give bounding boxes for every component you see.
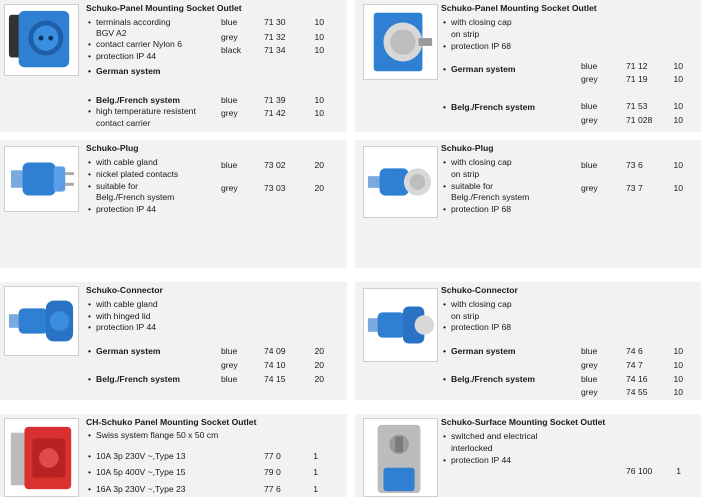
product-panel-connector-left <box>0 282 347 400</box>
pack-quantity: 10 <box>673 374 683 384</box>
product-title: Schuko-Panel Mounting Socket Outlet <box>441 3 597 13</box>
system-heading: • German system <box>88 346 161 356</box>
system-heading: • Belg./French system <box>443 374 536 384</box>
feature-line: • with cable gland <box>88 299 158 309</box>
product-panel-plug-left <box>0 140 347 268</box>
feature-line: BGV A2 <box>96 28 127 38</box>
pack-quantity: 20 <box>314 183 324 193</box>
color-cell: blue <box>581 374 598 384</box>
pack-quantity: 20 <box>314 346 324 356</box>
pack-quantity: 10 <box>314 32 324 42</box>
product-title: Schuko-Panel Mounting Socket Outlet <box>86 3 242 13</box>
pack-quantity: 20 <box>314 360 324 370</box>
pack-quantity: 1 <box>676 466 681 476</box>
color-cell: grey <box>221 108 238 118</box>
article-number: 77 0 <box>264 451 281 461</box>
feature-line: • protection IP 68 <box>443 204 512 214</box>
article-number: 74 10 <box>264 360 286 370</box>
feature-line: on strip <box>451 29 480 39</box>
feature-line: • switched and electrical <box>443 431 538 441</box>
article-number: 74 16 <box>626 374 648 384</box>
feature-line: contact carrier <box>96 118 151 128</box>
pack-quantity: 10 <box>673 101 683 111</box>
feature-line: • protection IP 68 <box>443 322 512 332</box>
system-heading: • Belg./French system <box>443 102 536 112</box>
pack-quantity: 1 <box>313 467 318 477</box>
feature-line: • protection IP 44 <box>443 455 512 465</box>
pack-quantity: 10 <box>673 346 683 356</box>
color-cell: grey <box>581 183 598 193</box>
color-cell: blue <box>581 346 598 356</box>
color-cell: blue <box>581 101 598 111</box>
feature-line: • 16A 3p 230V ~,Type 23 <box>88 484 186 494</box>
feature-line: • suitable for <box>88 181 139 191</box>
product-title: Schuko-Connector <box>86 285 163 295</box>
article-number: 77 6 <box>264 484 281 494</box>
product-photo <box>4 418 79 497</box>
color-cell: grey <box>581 387 598 397</box>
article-number: 71 19 <box>626 74 648 84</box>
feature-line: • protection IP 68 <box>443 41 512 51</box>
feature-line: • with cable gland <box>88 157 158 167</box>
product-photo <box>4 146 79 212</box>
feature-line: • terminals according <box>88 17 171 27</box>
feature-line: on strip <box>451 311 480 321</box>
feature-line: • protection IP 44 <box>88 204 157 214</box>
blue-schuko-connector-with-closing-cap-icon <box>364 289 437 361</box>
color-cell: grey <box>581 74 598 84</box>
feature-line: • with closing cap <box>443 299 512 309</box>
product-panel-surface-socket-right <box>355 414 701 497</box>
product-photo <box>4 286 79 356</box>
color-cell: blue <box>221 17 238 27</box>
feature-line: • with hinged lid <box>88 311 151 321</box>
article-number: 73 03 <box>264 183 286 193</box>
feature-line: • contact carrier Nylon 6 <box>88 39 182 49</box>
article-number: 79 0 <box>264 467 281 477</box>
product-panel-plug-right <box>355 140 701 268</box>
product-photo <box>363 288 438 362</box>
pack-quantity: 10 <box>673 360 683 370</box>
pack-quantity: 10 <box>673 61 683 71</box>
pack-quantity: 10 <box>314 17 324 27</box>
color-cell: grey <box>221 183 238 193</box>
feature-line: • 10A 5p 400V ~,Type 15 <box>88 467 186 477</box>
system-heading: • Belg./French system <box>88 374 181 384</box>
feature-line: • with closing cap <box>443 157 512 167</box>
article-number: 74 7 <box>626 360 643 370</box>
feature-line: Belg./French system <box>96 192 175 202</box>
color-cell: blue <box>221 374 238 384</box>
color-cell: grey <box>221 32 238 42</box>
feature-line: • protection IP 44 <box>88 51 157 61</box>
product-title: Schuko-Connector <box>441 285 518 295</box>
system-heading: • German system <box>443 346 516 356</box>
feature-line: on strip <box>451 169 480 179</box>
article-number: 73 6 <box>626 160 643 170</box>
blue-panel-socket-outlet-with-hinged-lid-icon <box>5 5 78 75</box>
article-number: 76 100 <box>626 466 653 476</box>
system-heading: • German system <box>443 64 516 74</box>
color-cell: blue <box>581 160 598 170</box>
feature-line: • Swiss system flange 50 x 50 cm <box>88 430 219 440</box>
grey-surface-socket-outlet-with-switch-icon <box>364 419 437 496</box>
color-cell: blue <box>221 160 238 170</box>
article-number: 71 30 <box>264 17 286 27</box>
color-cell: grey <box>221 360 238 370</box>
product-photo <box>363 418 438 497</box>
feature-line: • protection IP 44 <box>88 322 157 332</box>
pack-quantity: 10 <box>314 45 324 55</box>
article-number: 71 12 <box>626 61 648 71</box>
product-panel-socket-outlet-right <box>355 0 701 132</box>
color-cell: grey <box>581 360 598 370</box>
article-number: 74 55 <box>626 387 648 397</box>
product-title: Schuko-Surface Mounting Socket Outlet <box>441 417 606 427</box>
pack-quantity: 10 <box>314 108 324 118</box>
product-title: Schuko-Plug <box>441 143 494 153</box>
product-title: CH-Schuko Panel Mounting Socket Outlet <box>86 417 257 427</box>
product-panel-swiss-socket-left <box>0 414 347 497</box>
article-number: 74 6 <box>626 346 643 356</box>
pack-quantity: 1 <box>313 451 318 461</box>
product-panel-connector-right <box>355 282 701 400</box>
feature-line: • nickel plated contacts <box>88 169 179 179</box>
blue-schuko-connector-with-hinged-lid-icon <box>5 287 78 355</box>
pack-quantity: 20 <box>314 374 324 384</box>
color-cell: blue <box>581 61 598 71</box>
color-cell: blue <box>221 346 238 356</box>
pack-quantity: 10 <box>314 95 324 105</box>
pack-quantity: 10 <box>673 74 683 84</box>
article-number: 73 7 <box>626 183 643 193</box>
article-number: 71 39 <box>264 95 286 105</box>
feature-line: • with closing cap <box>443 17 512 27</box>
feature-line: • high temperature resistent <box>88 106 196 116</box>
article-number: 71 34 <box>264 45 286 55</box>
article-number: 74 15 <box>264 374 286 384</box>
pack-quantity: 10 <box>673 115 683 125</box>
article-number: 73 02 <box>264 160 286 170</box>
product-photo <box>363 4 438 80</box>
feature-line: Belg./French system <box>451 192 530 202</box>
article-number: 74 09 <box>264 346 286 356</box>
pack-quantity: 20 <box>314 160 324 170</box>
red-swiss-panel-socket-outlet-icon <box>5 419 78 496</box>
article-number: 71 028 <box>626 115 653 125</box>
article-number: 71 42 <box>264 108 286 118</box>
system-heading: • German system <box>88 66 161 76</box>
product-photo <box>4 4 79 76</box>
system-heading: • Belg./French system <box>88 95 181 105</box>
pack-quantity: 1 <box>313 484 318 494</box>
blue-panel-socket-outlet-with-closing-cap-icon <box>364 5 437 79</box>
blue-schuko-plug-with-cable-gland-icon <box>5 147 78 211</box>
column-divider <box>347 0 355 497</box>
color-cell: black <box>221 45 242 55</box>
feature-line: • suitable for <box>443 181 494 191</box>
color-cell: blue <box>221 95 238 105</box>
article-number: 71 32 <box>264 32 286 42</box>
blue-schuko-plug-with-closing-cap-icon <box>364 147 437 217</box>
product-photo <box>363 146 438 218</box>
pack-quantity: 10 <box>673 183 683 193</box>
article-number: 71 53 <box>626 101 648 111</box>
feature-line: interlocked <box>451 443 493 453</box>
product-panel-socket-outlet-left <box>0 0 347 132</box>
pack-quantity: 10 <box>673 160 683 170</box>
pack-quantity: 10 <box>673 387 683 397</box>
feature-line: • 10A 3p 230V ~,Type 13 <box>88 451 186 461</box>
color-cell: grey <box>581 115 598 125</box>
product-title: Schuko-Plug <box>86 143 139 153</box>
